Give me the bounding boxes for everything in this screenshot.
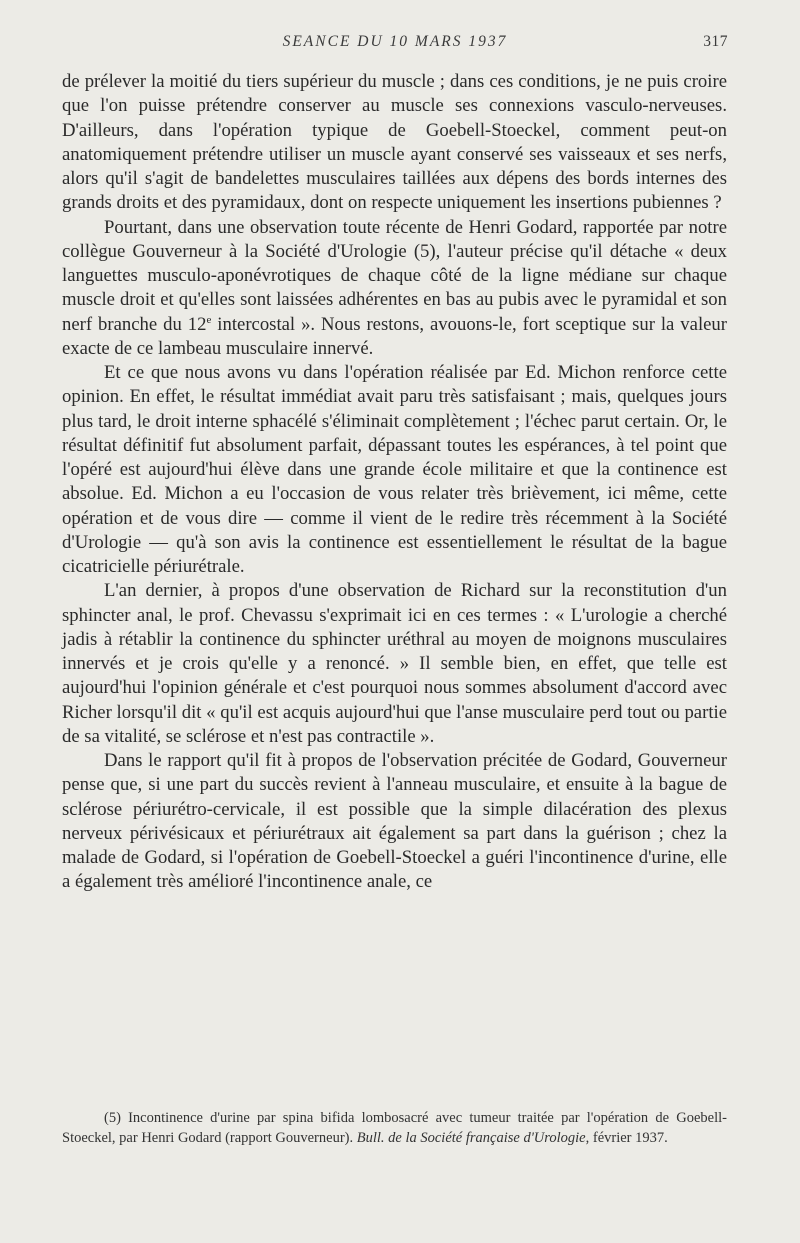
footnote-text: (5) Incontinence d'urine par spina bifida lombosacré avec tumeur traitée par l'opération de Goebell-Stoeckel, par Henri Godard (rapport Gouverneur).: [62, 1110, 727, 1146]
paragraph-2-text-a: Pourtant, dans une observation toute récente de Henri Godard, rapportée par notre collègue Gouverneur à la Société d'Urologie (5), l'auteur précise qu'il détache « deux languettes musculo-aponévrotiques de chaque côté de la ligne médiane sur chaque muscle droit et qu'elles sont laissées adhérentes en bas au pubis avec le pyramidal et son nerf branche du 12: [62, 216, 727, 335]
running-header: [62, 33, 728, 57]
paragraph-2-text-b: intercostal ». Nous restons, avouons-le, fort sceptique sur la valeur exacte de ce lambeau musculaire innervé.: [62, 313, 727, 359]
paragraph-3: Et ce que nous avons vu dans l'opération réalisée par Ed. Michon renforce cette opinion. En effet, le résultat immédiat avait paru très satisfaisant ; mais, quelques jours plus tard, le droit interne sphacélé s'éliminait complètement ; l'échec parut certain. Or, le résultat définitif fut absolument parfait, dépassant toutes les espérances, à tel point que l'opéré est aujourd'hui élève dans une grande école militaire et que la continence est absolue. Ed. Michon a eu l'occasion de vous relater très brièvement, ici même, cette opération et de vous dire — comme il vient de le redire très récemment à la Société d'Urologie — qu'à son avis la continence est essentiellement le résultat de la bague cicatricielle périurétrale.: [62, 362, 727, 577]
paragraph-2: [62, 216, 727, 362]
footnote-date: , février 1937.: [585, 1129, 668, 1146]
main-text: [62, 70, 727, 895]
footnote-5: [62, 1109, 727, 1148]
footnote: [62, 1109, 727, 1148]
paragraph-5: Dans le rapport qu'il fit à propos de l'observation précitée de Godard, Gouverneur pense que, si une part du succès revient à l'anneau musculaire, et ensuite à la bague de sclérose périurétro-cervicale, il est possible que la simple dilacération des plexus nerveux périvésicaux et périurétraux ait également sa part dans la guérison ; chez la malade de Godard, si l'opération de Goebell-Stoeckel a guéri l'incontinence d'urine, elle a également très amélioré l'incontinence anale, ce: [62, 750, 727, 893]
running-title: SEANCE DU 10 MARS 1937: [282, 33, 508, 50]
paragraph-1: de prélever la moitié du tiers supérieur du muscle ; dans ces conditions, je ne puis croire que l'on puisse prétendre conserver au muscle ses connexions vasculo-nerveuses. D'ailleurs, dans l'opération typique de Goebell-Stoeckel, comment peut-on anatomiquement prétendre utiliser un muscle ayant conservé ses vaisseaux et ses nerfs, alors qu'il s'agit de bandelettes musculaires taillées aux dépens des bords internes des grands droits et des pyramidaux, dont on respecte uniquement les insertions pubiennes ?: [62, 71, 727, 214]
ordinal-superscript: e: [206, 313, 212, 326]
footnote-journal: Bull. de la Société française d'Urologie: [356, 1129, 586, 1146]
page-number: 317: [703, 33, 728, 50]
paragraph-4: L'an dernier, à propos d'une observation de Richard sur la reconstitution d'un sphincter anal, le prof. Chevassu s'exprimait ici en ces termes : « L'urologie a cherché jadis à rétablir la continence du sphincter uréthral au moyen de moignons musculaires innervés et je crois qu'elle y a renoncé. » Il semble bien, en effet, que telle est aujourd'hui l'opinion générale et c'est pourquoi nous sommes absolument d'accord avec Richer lorsqu'il dit « qu'il est acquis aujourd'hui que l'anse musculaire perd tout ou partie de sa vitalité, se sclérose et n'est pas contractile ».: [62, 580, 727, 747]
